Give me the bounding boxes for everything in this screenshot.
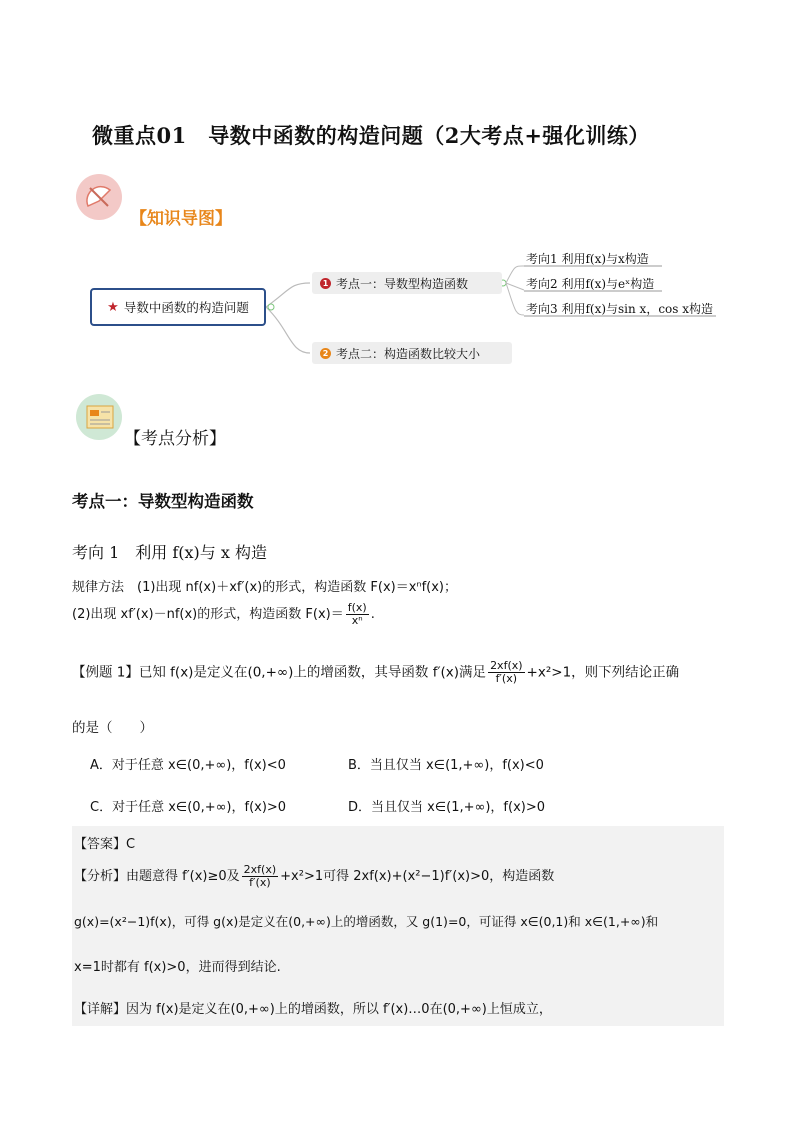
answer-line: 【答案】C [74, 837, 136, 852]
kaoxiang1-title: 考向 1 利用 f(x)与 x 构造 [72, 543, 267, 562]
section-mindmap-title: 【知识导图】 [130, 209, 232, 229]
mindmap-root [90, 288, 266, 326]
example1-frac-den: f′(x) [495, 672, 518, 686]
mindmap-root-label: 导数中函数的构造问题 [123, 300, 249, 315]
analysis-frac-den: f′(x) [249, 876, 271, 890]
analysis-text-a: 【分析】由题意得 f′(x)≥0及 [74, 869, 240, 885]
example1-text-b: +x²>1，则下列结论正确 [526, 664, 680, 681]
example1-line-1 [72, 660, 679, 685]
option-b: B．当且仅当 x∈(1,+∞)，f(x)<0 [348, 758, 544, 773]
mindmap-leaf-3: 考向3 利用f(x)与sin x，cos x构造 [526, 302, 714, 316]
page-title: 微重点01 导数中函数的构造问题（2大考点+强化训练） [92, 123, 650, 148]
analysis-frac-num: 2xf(x) [243, 863, 277, 876]
mindmap-leaf-2: 考向2 利用f(x)与eˣ构造 [526, 277, 655, 291]
analysis-line-1 [74, 864, 554, 889]
kaodian1-title: 考点一：导数型构造函数 [72, 492, 254, 511]
analysis-fraction [242, 864, 278, 889]
number-badge-1: 1 [320, 278, 331, 289]
section-analysis-title: 【考点分析】 [124, 429, 226, 449]
example1-frac-num: 2xf(x) [490, 659, 523, 672]
number-badge-2: 2 [320, 348, 331, 359]
detail-line: 【详解】因为 f(x)是定义在(0,+∞)上的增函数，所以 f′(x)…0在(0,+∞)上恒成立， [74, 1002, 552, 1017]
mindmap-branch-2 [312, 342, 512, 364]
rule-line-2: (2)出现 xf′(x)－nf(x)的形式，构造函数 F(x)＝ $\frac{f(x)}{\text{xⁿ}}$ . [72, 601, 375, 628]
example1-line-2: 的是（ ） [72, 720, 153, 736]
rule-frac-num: f(x) [347, 601, 367, 614]
rule-fraction [346, 602, 369, 627]
rule-line-1: 规律方法 (1)出现 nf(x)＋xf′(x)的形式，构造函数 F(x)＝xⁿf(x)； [72, 580, 457, 595]
mindmap-branch-2-label: 考点二：构造函数比较大小 [336, 346, 481, 361]
rule-line-2-text: (2)出现 xf′(x)－nf(x)的形式，构造函数 F(x)＝ [72, 607, 344, 623]
example1-fraction [488, 660, 524, 685]
analysis-line-3: x=1时都有 f(x)>0，进而得到结论. [74, 960, 281, 975]
option-a: A．对于任意 x∈(0,+∞)，f(x)<0 [90, 758, 286, 773]
mindmap-leaf-1: 考向1 利用f(x)与x构造 [526, 252, 649, 266]
example1-text-a: 【例题 1】已知 f(x)是定义在(0,+∞)上的增函数，其导函数 f′(x)满足 [72, 664, 487, 681]
mindmap-branch-1-label: 考点一：导数型构造函数 [336, 276, 469, 291]
option-d: D．当且仅当 x∈(1,+∞)，f(x)>0 [348, 800, 546, 815]
option-c: C．对于任意 x∈(0,+∞)，f(x)>0 [90, 800, 287, 815]
star-icon: ★ [107, 299, 119, 315]
rule-frac-den: xⁿ [351, 614, 363, 628]
analysis-line-2: g(x)=(x²−1)f(x)，可得 g(x)是定义在(0,+∞)上的增函数，又 g(1)=0，可证得 x∈(0,1)和 x∈(1,+∞)和 [74, 914, 659, 929]
analysis-text-b: +x²>1可得 2xf(x)+(x²−1)f′(x)>0，构造函数 [280, 869, 555, 885]
notebook-icon [76, 394, 122, 440]
mindmap-branch-1 [312, 272, 502, 294]
protractor-icon [76, 174, 122, 220]
